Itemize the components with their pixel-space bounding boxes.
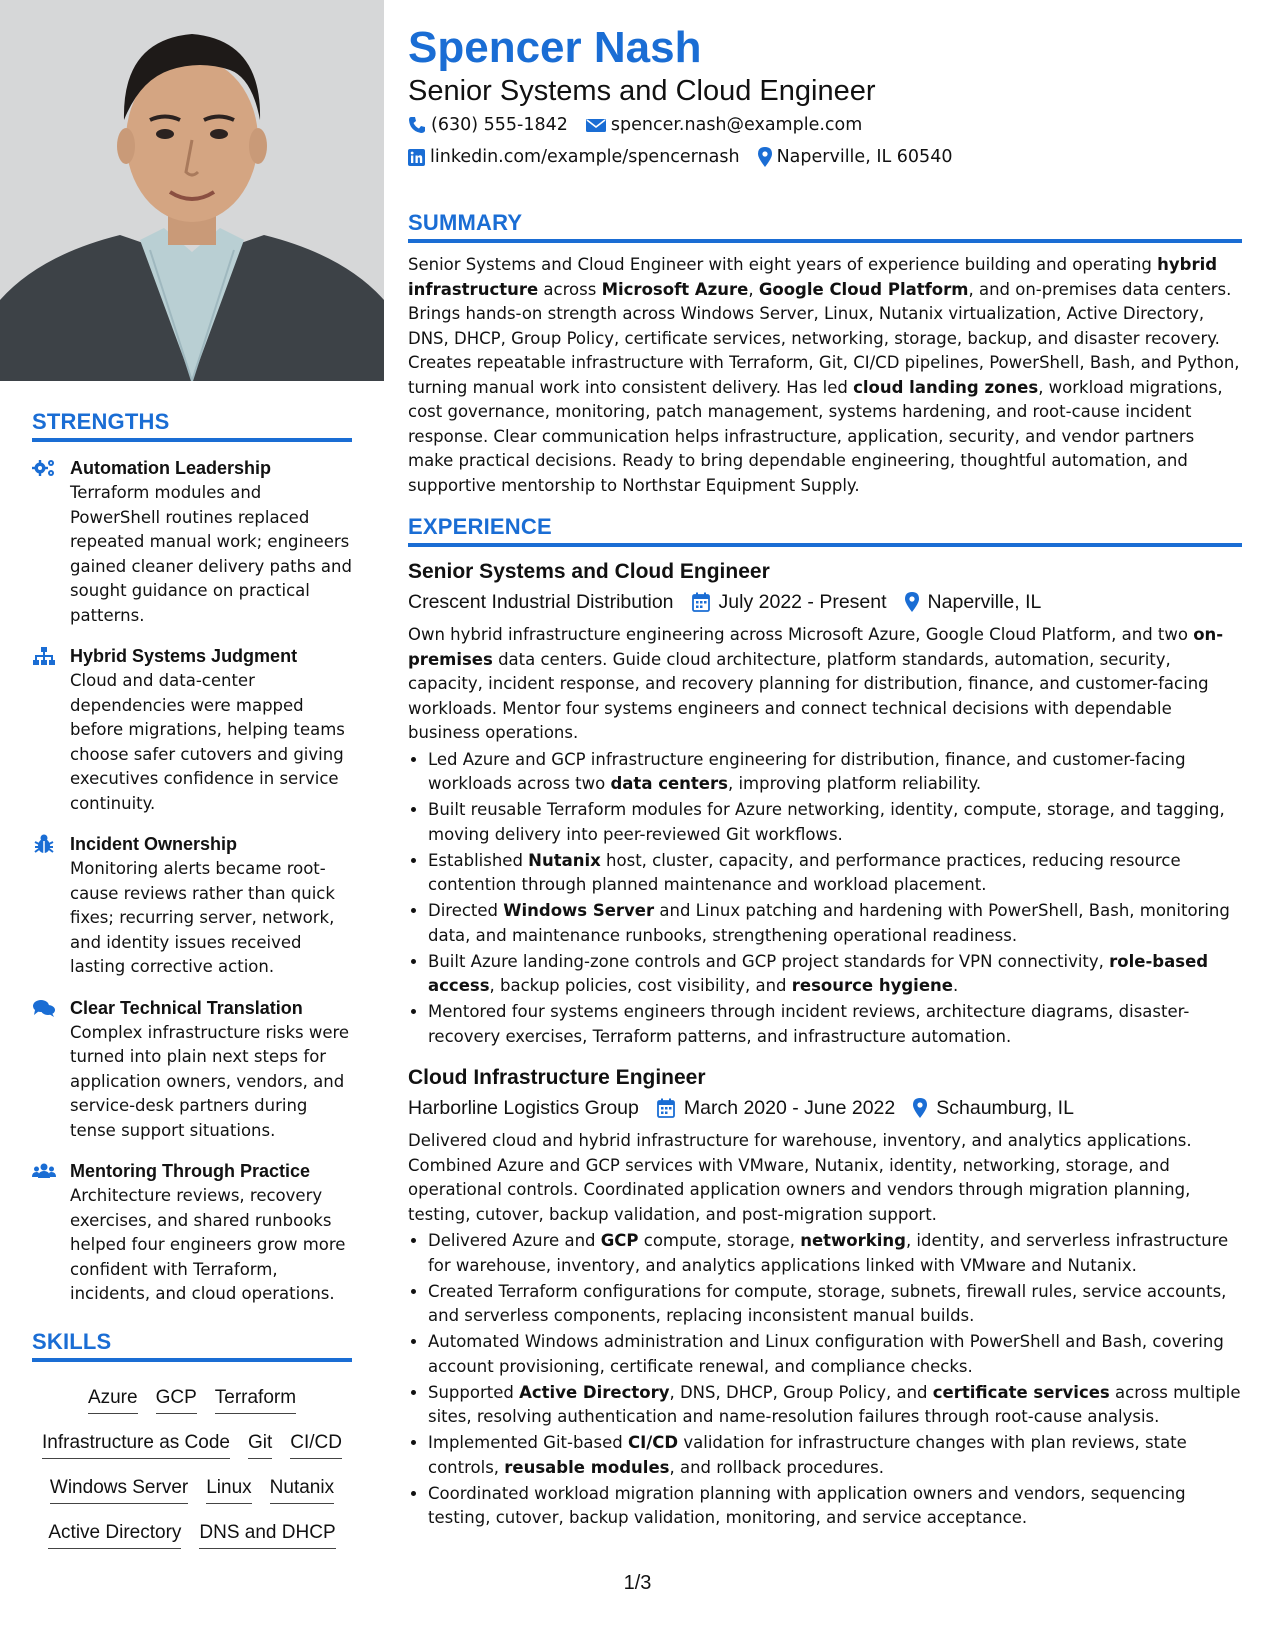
map-pin-icon: [905, 592, 919, 612]
job-role: Senior Systems and Cloud Engineer: [408, 560, 770, 583]
job-dates: March 2020 - June 2022: [683, 1097, 896, 1119]
job-location: Naperville, IL: [927, 591, 1042, 613]
job-bullets: [408, 1229, 1242, 1531]
text-run: , and on-premises data centers. Brings hands-on strength across Windows Server, Linux, Nutanix virtualization, Active Directory, DNS, DHCP, Group Policy, certificate services, networking, storage, backup, and disaster recovery. Creates repeatable infrastructure with Terraform, Git, CI/CD pipelines, PowerShell, Bash, and Python, turning manual work into consistent delivery. Has led: [408, 279, 1240, 397]
skills-row: [32, 1476, 352, 1521]
text-run: Built Azure landing-zone controls and GCP project standards for VPN connectivity,: [428, 951, 1110, 971]
bold-text: reusable modules: [504, 1457, 670, 1477]
job-bullet: [428, 1431, 1242, 1480]
bold-text: Nutanix: [528, 850, 601, 870]
person-name: Spencer Nash: [408, 23, 702, 72]
phone-icon: [408, 116, 426, 134]
skills-list: [32, 1376, 352, 1566]
text-run: Own hybrid infrastructure engineering across Microsoft Azure, Google Cloud Platform, and two: [408, 625, 1194, 644]
bold-text: Windows Server: [503, 901, 655, 920]
text-run: compute, storage,: [638, 1231, 801, 1250]
job-dates: July 2022 - Present: [718, 591, 887, 613]
users-icon: [32, 1159, 70, 1307]
text-run: host, cluster, capacity, and performance practices, reducing resource contention through planned maintenance and workload placement.: [428, 850, 1181, 894]
job-entry: [408, 1063, 1242, 1531]
skill-tag: Terraform: [215, 1386, 296, 1414]
job-location: Schaumburg, IL: [936, 1097, 1074, 1119]
text-run: Led Azure and GCP infrastructure engineering for distribution, finance, and customer-facing workloads across two: [428, 749, 1186, 793]
skill-tag: Infrastructure as Code: [42, 1431, 230, 1459]
skills-row: [32, 1431, 352, 1476]
text-run: , DNS, DHCP, Group Policy, and: [669, 1382, 933, 1402]
job-meta: [408, 1093, 1242, 1123]
text-run: Directed: [428, 901, 504, 920]
strength-item: [32, 832, 352, 980]
bold-text: CI/CD: [628, 1433, 679, 1452]
strength-desc: Complex infrastructure risks were turned into plain next steps for application owners, vendors, and service-desk partners during tense support situations.: [70, 1022, 350, 1140]
main-content: [408, 22, 1242, 1532]
text-run: and Linux patching and hardening with PowerShell, Bash, monitoring data, and maintenance runbooks, strengthening operational readiness.: [428, 901, 1230, 945]
bug-icon: [32, 832, 70, 980]
profile-photo: [0, 0, 384, 381]
text-run: , backup policies, cost visibility, and: [489, 976, 792, 995]
strength-desc: Terraform modules and PowerShell routines replaced repeated manual work; engineers gained cleaner delivery paths and sought guidance on practical patterns.: [70, 483, 352, 625]
skills-row: [32, 1386, 352, 1431]
job-bullet: [428, 1000, 1242, 1049]
skill-tag: Windows Server: [50, 1476, 188, 1504]
text-run: Automated Windows administration and Linux configuration with PowerShell and Bash, covering account provisioning, certificate renewal, and compliance checks.: [428, 1332, 1224, 1376]
job-entry: [408, 557, 1242, 1049]
text-run: Implemented Git-based: [428, 1433, 629, 1452]
text-run: , and rollback procedures.: [669, 1457, 884, 1477]
bold-text: Active Directory: [519, 1382, 670, 1402]
job-role: Cloud Infrastructure Engineer: [408, 1066, 706, 1089]
text-run: , identity, and serverless infrastructure for warehouse, inventory, and analytics applications linked with VMware and Nutanix.: [428, 1231, 1229, 1275]
skill-tag: Linux: [206, 1476, 251, 1504]
phone-contact[interactable]: [408, 110, 568, 140]
strength-item: [32, 1159, 352, 1307]
job-bullet: [428, 849, 1242, 898]
job-meta: [408, 587, 1242, 617]
location-text: Naperville, IL 60540: [776, 147, 953, 167]
gears-icon: [32, 456, 70, 628]
text-run: , improving platform reliability.: [727, 774, 982, 793]
strength-desc: Cloud and data-center dependencies were mapped before migrations, helping teams choose safer cutovers and giving executives confidence in service continuity.: [70, 671, 345, 813]
strength-desc: Monitoring alerts became root-cause reviews rather than quick fixes; recurring server, network, and identity issues received lasting corrective action.: [70, 859, 335, 976]
strength-title: Hybrid Systems Judgment: [70, 646, 298, 666]
text-run: Mentored four systems engineers through incident reviews, architecture diagrams, disaster-recovery exercises, Terraform patterns, and infrastructure automation.: [428, 1002, 1190, 1046]
bold-text: certificate services: [932, 1382, 1110, 1402]
sitemap-icon: [32, 644, 70, 816]
strengths-heading: STRENGTHS: [32, 409, 352, 442]
linkedin-contact[interactable]: [408, 142, 740, 172]
comments-icon: [32, 996, 70, 1144]
text-run: across: [538, 279, 602, 299]
bold-text: cloud landing zones: [853, 377, 1039, 397]
job-intro: [408, 1129, 1242, 1227]
skill-tag: Nutanix: [270, 1476, 334, 1504]
bold-text: Microsoft Azure: [601, 279, 749, 299]
map-pin-icon: [758, 147, 772, 167]
linkedin-text: linkedin.com/example/spencernash: [430, 147, 740, 167]
text-run: Created Terraform configurations for compute, storage, subnets, firewall rules, service accounts, and serverless components, replacing inconsistent manual builds.: [428, 1281, 1227, 1325]
strength-item: [32, 456, 352, 628]
experience-heading: EXPERIENCE: [408, 514, 1242, 547]
text-run: Delivered Azure and: [428, 1231, 601, 1250]
bold-text: resource hygiene: [791, 976, 953, 995]
sidebar: [0, 0, 384, 1566]
job-bullet: [428, 1482, 1242, 1531]
calendar-icon: [692, 592, 710, 612]
envelope-icon: [586, 117, 606, 133]
skill-tag: CI/CD: [290, 1431, 342, 1459]
text-run: validation for infrastructure changes with plan reviews, state controls,: [428, 1433, 1187, 1477]
strength-title: Mentoring Through Practice: [70, 1161, 311, 1181]
email-contact[interactable]: [586, 110, 862, 140]
text-run: .: [952, 976, 959, 995]
phone-text: (630) 555-1842: [431, 115, 568, 135]
strength-title: Clear Technical Translation: [70, 997, 303, 1018]
text-run: Established: [428, 850, 529, 870]
strength-title: Automation Leadership: [70, 458, 272, 478]
skills-heading: SKILLS: [32, 1329, 352, 1362]
job-bullet: [428, 798, 1242, 847]
calendar-icon: [657, 1098, 675, 1118]
text-run: data centers. Guide cloud architecture, platform standards, automation, security, capacity, incident response, and recovery planning for distribution, finance, and customer-facing workloads. Mentor four systems engineers and connect technical decisions with dependable business operations.: [408, 649, 1209, 742]
strength-title: Incident Ownership: [70, 834, 238, 854]
job-bullet: [428, 748, 1242, 797]
bold-text: Google Cloud Platform: [758, 279, 969, 299]
bold-text: role-based access: [428, 951, 1209, 995]
summary-heading: SUMMARY: [408, 210, 1242, 243]
skills-row: [32, 1521, 352, 1566]
job-bullets: [408, 748, 1242, 1050]
text-run: , workload migrations, cost governance, monitoring, patch management, systems hardening, and root-cause incident response. Clear communication helps infrastructure, application, security, and vendor partners make practical decisions. Ready to bring dependable engineering, thoughtful automation, and supportive mentorship to Northstar Equipment Supply.: [408, 377, 1223, 495]
job-bullet: [428, 1381, 1242, 1430]
location-contact: [758, 142, 953, 172]
job-company: Crescent Industrial Distribution: [408, 591, 674, 613]
email-text: spencer.nash@example.com: [610, 115, 863, 135]
skill-tag: DNS and DHCP: [199, 1521, 335, 1549]
map-pin-icon: [913, 1098, 927, 1118]
job-bullet: [428, 950, 1242, 999]
text-run: across multiple sites, resolving authentication and name-resolution failures through root-cause analysis.: [428, 1382, 1241, 1426]
bold-text: hybrid infrastructure: [408, 255, 1218, 299]
summary-text: [408, 253, 1242, 498]
skill-tag: Active Directory: [48, 1521, 181, 1549]
page-number: 1/3: [623, 1572, 652, 1594]
text-run: Senior Systems and Cloud Engineer with eight years of experience building and operating: [408, 255, 1158, 274]
strength-desc: Architecture reviews, recovery exercises, and shared runbooks helped four engineers grow more confident with Terraform, incidents, and cloud operations.: [70, 1186, 346, 1303]
skill-tag: GCP: [156, 1386, 197, 1414]
skill-tag: Git: [248, 1431, 272, 1459]
bold-text: GCP: [600, 1231, 639, 1250]
skill-tag: Azure: [88, 1386, 138, 1414]
contact-row: [408, 142, 1242, 172]
text-run: Supported: [428, 1382, 520, 1402]
bold-text: on-premises: [408, 625, 1224, 669]
bold-text: networking: [800, 1231, 906, 1250]
job-bullet: [428, 1229, 1242, 1278]
contact-row: [408, 110, 1242, 140]
text-run: Built reusable Terraform modules for Azure networking, identity, compute, storage, and tagging, moving delivery into peer-reviewed Git workflows.: [428, 800, 1225, 844]
text-run: Coordinated workload migration planning with application owners and vendors, sequencing testing, cutover, backup validation, monitoring, and service acceptance.: [428, 1483, 1186, 1527]
job-intro: [408, 623, 1242, 746]
job-headline: Senior Systems and Cloud Engineer: [408, 75, 876, 107]
bold-text: data centers: [610, 774, 728, 793]
strength-item: [32, 996, 352, 1144]
linkedin-icon: [408, 149, 425, 166]
strength-item: [32, 644, 352, 816]
text-run: ,: [748, 279, 759, 299]
job-bullet: [428, 1280, 1242, 1329]
text-run: Delivered cloud and hybrid infrastructure for warehouse, inventory, and analytics applications. Combined Azure and GCP services with VMware, Nutanix, identity, networking, storage, and operational controls. Coordinated application owners and vendors through migration planning, testing, cutover, backup validation, and post-migration support.: [408, 1131, 1192, 1224]
job-bullet: [428, 899, 1242, 948]
job-bullet: [428, 1330, 1242, 1379]
job-company: Harborline Logistics Group: [408, 1097, 639, 1119]
